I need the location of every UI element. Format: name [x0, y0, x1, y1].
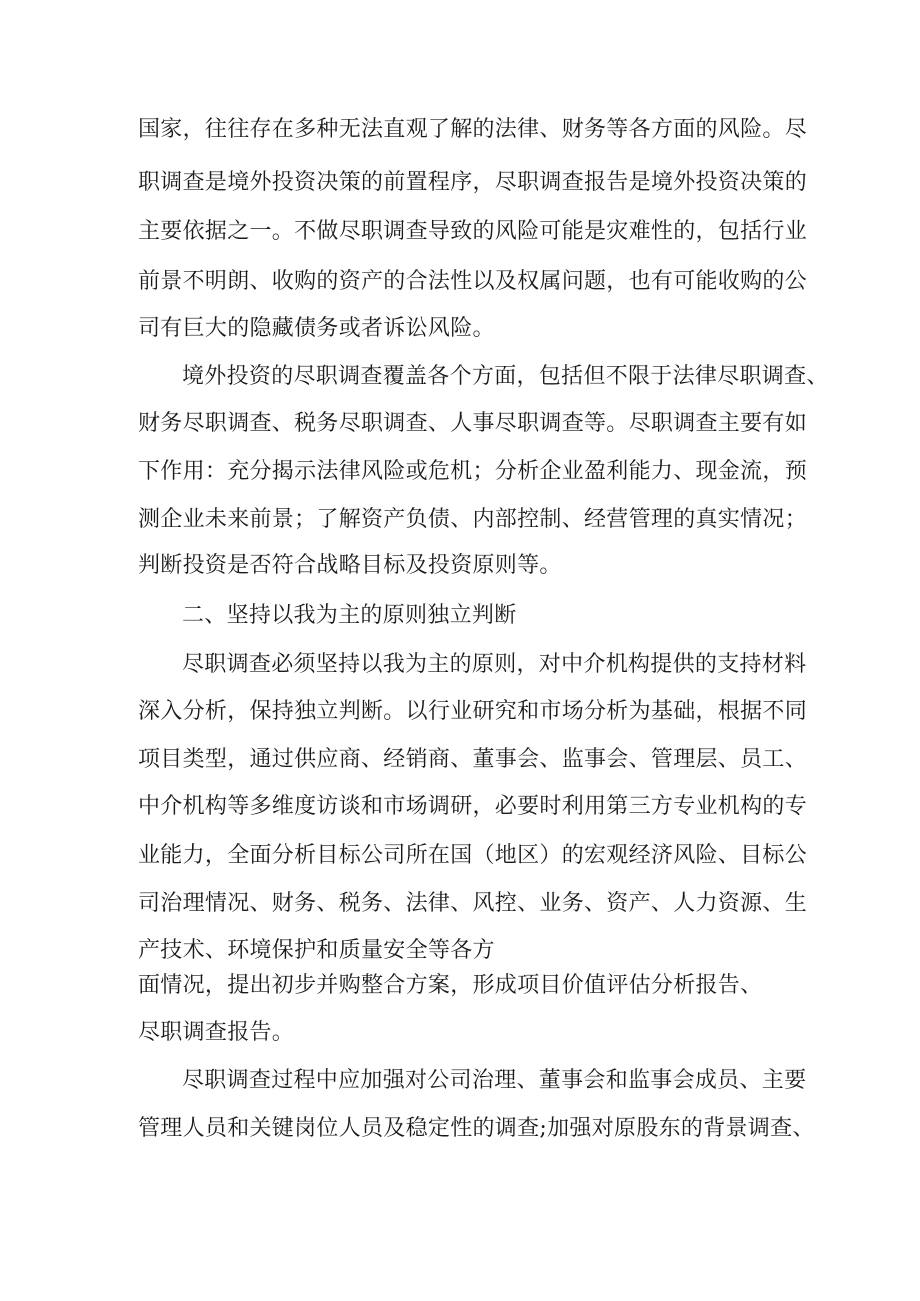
text-line: 测企业未来前景；了解资产负债、内部控制、经营管理的真实情况； — [138, 507, 808, 532]
text-line: 司有巨大的隐藏债务或者诉讼风险。 — [138, 316, 495, 341]
text-line: 产技术、环境保护和质量安全等各方 — [138, 938, 495, 963]
text-line: 尽职调查必须坚持以我为主的原则，对中介机构提供的支持材料 — [182, 652, 807, 677]
text-line: 主要依据之一。不做尽职调查导致的风险可能是灾难性的，包括行业 — [138, 219, 808, 244]
text-line: 财务尽职调查、税务尽职调查、人事尽职调查等。尽职调查主要有如 — [138, 411, 808, 436]
text-line: 管理人员和关键岗位人员及稳定性的调查;加强对原股东的背景调查、 — [138, 1116, 815, 1141]
text-line: 境外投资的尽职调查覆盖各个方面，包括但不限于法律尽职调查、 — [182, 364, 829, 389]
text-line: 尽职调查过程中应加强对公司治理、董事会和监事会成员、主要 — [182, 1068, 807, 1093]
text-line: 项目类型，通过供应商、经销商、董事会、监事会、管理层、员工、 — [138, 747, 808, 772]
section-heading: 二、坚持以我为主的原则独立判断 — [182, 603, 517, 628]
text-line: 业能力，全面分析目标公司所在国（地区）的宏观经济风险、目标公 — [138, 843, 808, 868]
text-line: 面情况，提出初步并购整合方案，形成项目价值评估分析报告、 — [138, 973, 763, 998]
text-line: 深入分析，保持独立判断。以行业研究和市场分析为基础，根据不同 — [138, 699, 808, 724]
text-line: 中介机构等多维度访谈和市场调研，必要时利用第三方专业机构的专 — [138, 794, 808, 819]
text-line: 国家，往往存在多种无法直观了解的法律、财务等各方面的风险。尽 — [138, 117, 808, 142]
text-line: 尽职调查报告。 — [138, 1020, 295, 1045]
text-line: 下作用：充分揭示法律风险或危机；分析企业盈利能力、现金流，预 — [138, 459, 808, 484]
text-line: 前景不明朗、收购的资产的合法性以及权属问题，也有可能收购的公 — [138, 269, 808, 294]
text-line: 司治理情况、财务、税务、法律、风控、业务、资产、人力资源、生 — [138, 891, 808, 916]
text-line: 职调查是境外投资决策的前置程序，尽职调查报告是境外投资决策的 — [138, 170, 808, 195]
text-line: 判断投资是否符合战略目标及投资原则等。 — [138, 553, 562, 578]
